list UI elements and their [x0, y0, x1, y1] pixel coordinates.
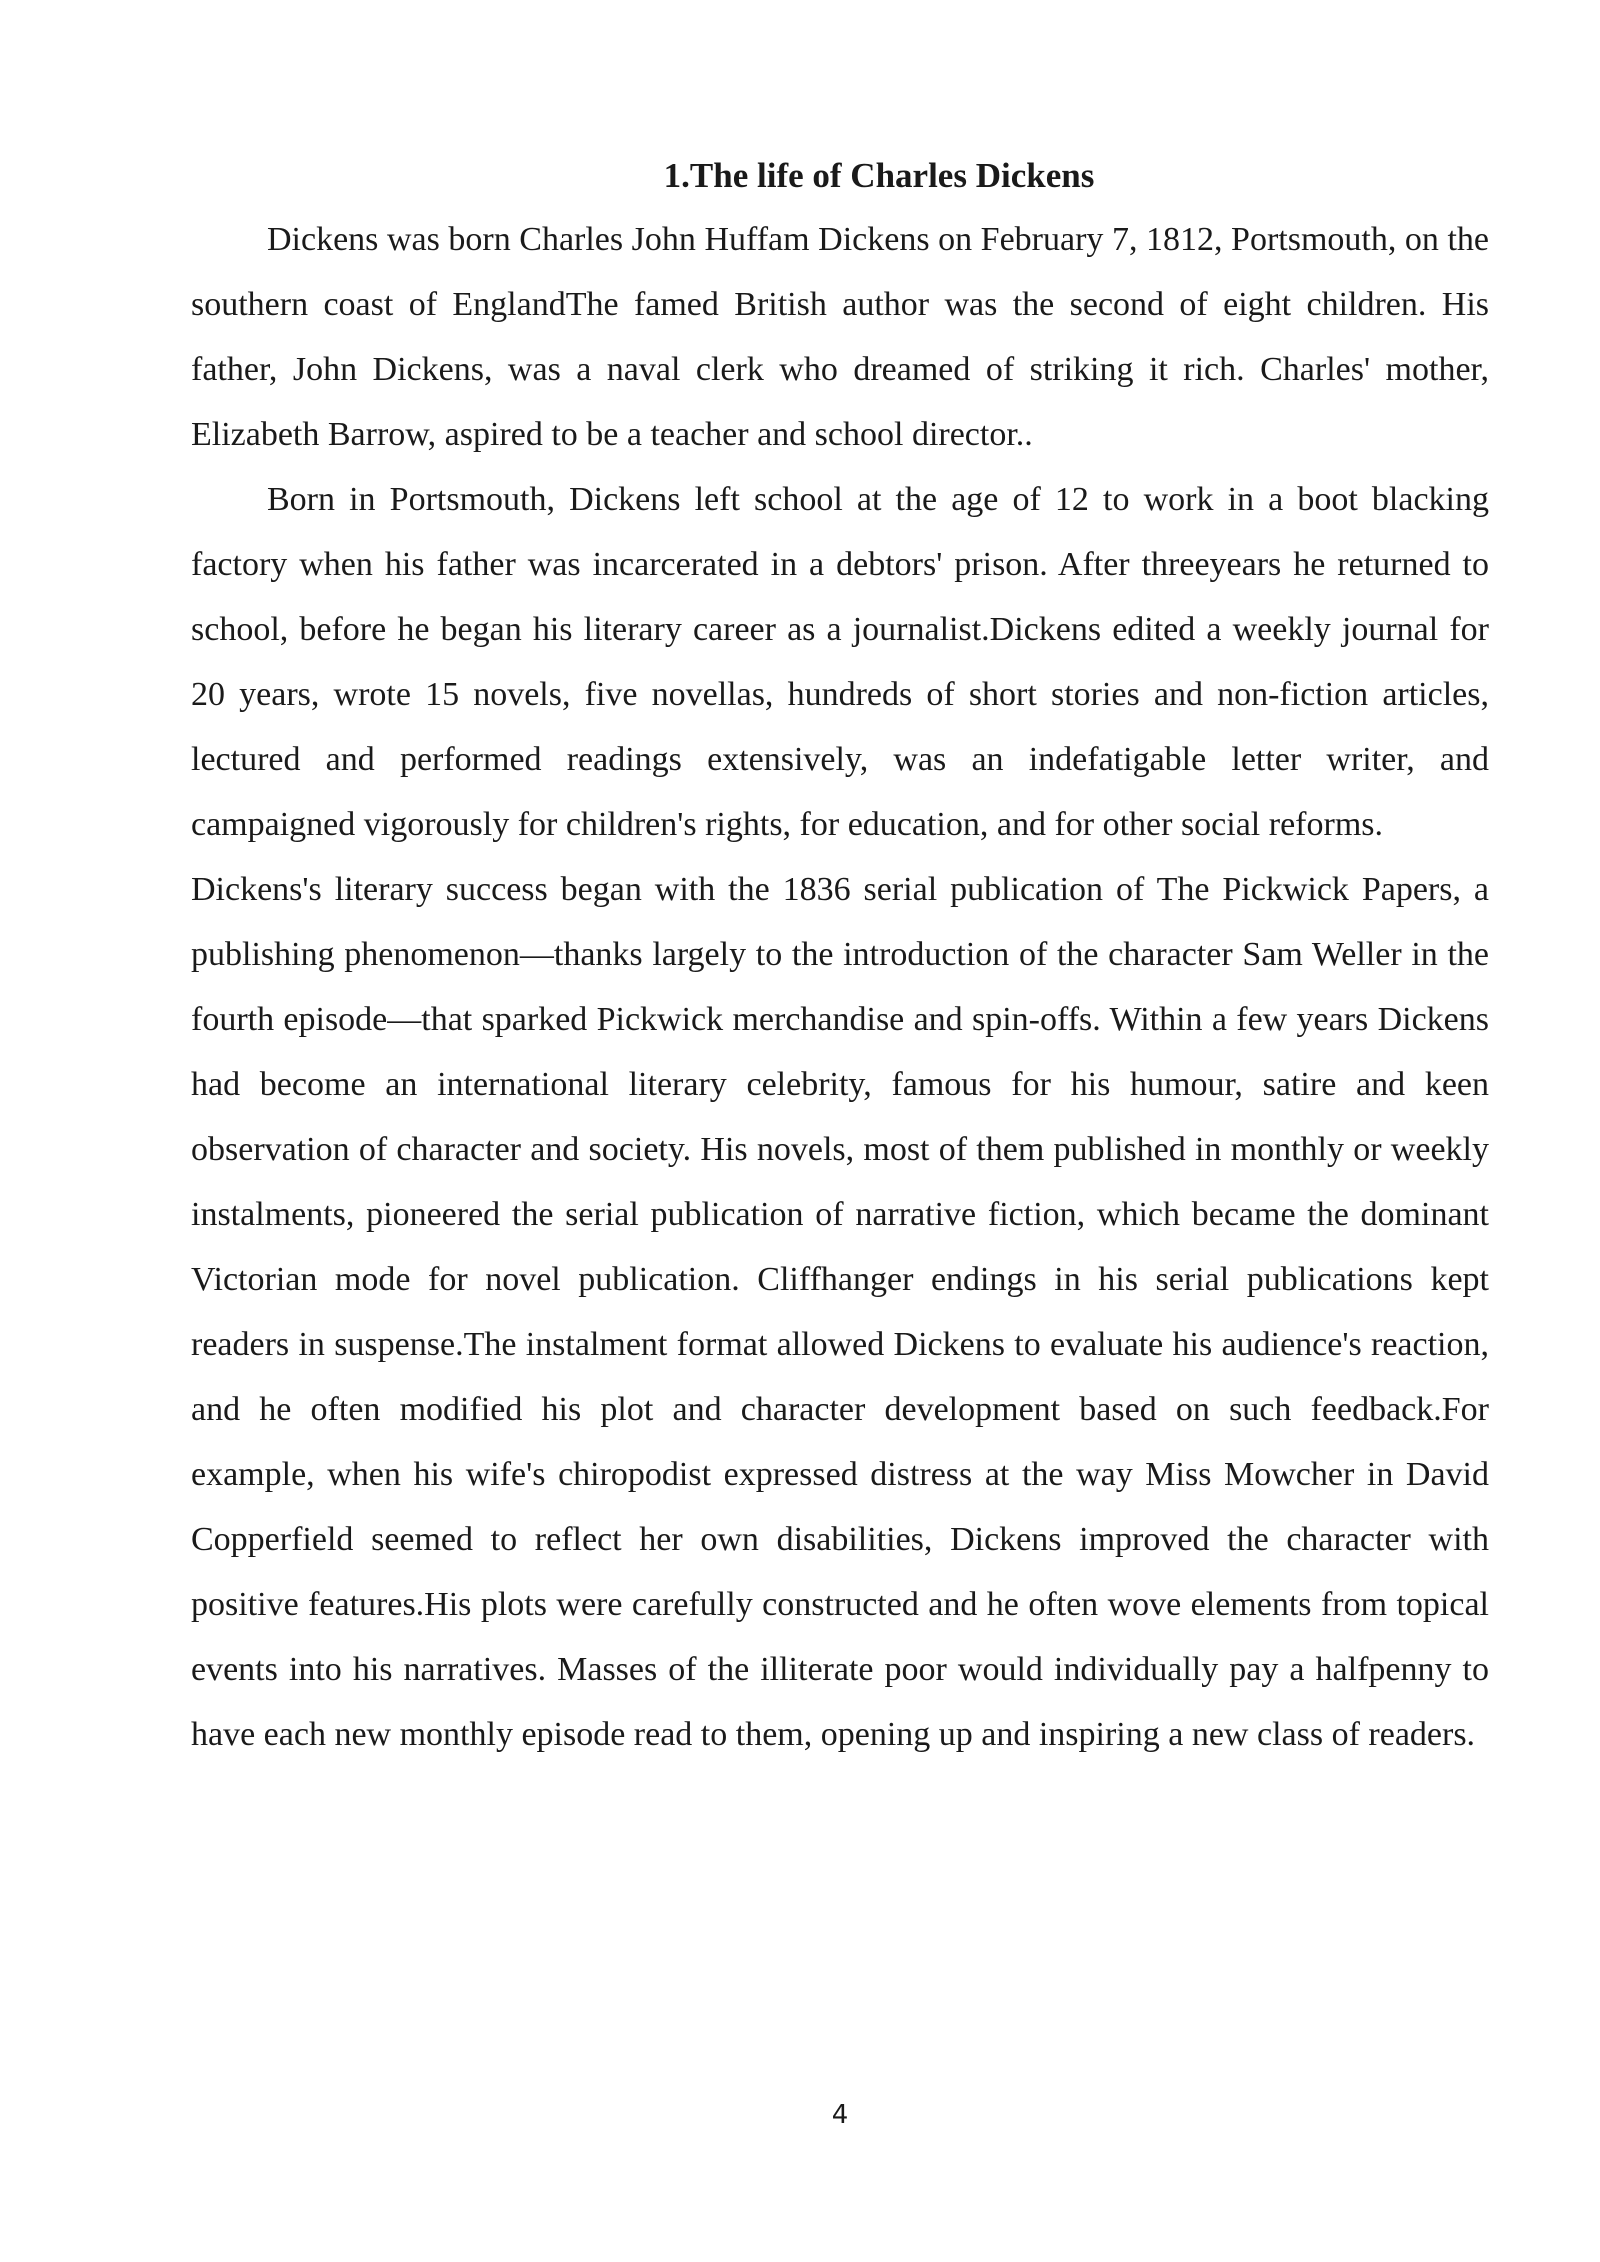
page-number: 4 — [831, 2100, 849, 2130]
section-heading: 1.The life of Charles Dickens — [663, 156, 1095, 195]
paragraph-early-career: Born in Portsmouth, Dickens left school at the age of 12 to work in a boot blacking factory when his father was incarcerated in a debtors' prison. After threeyears he returned to school, before he began his literary career as a journalist.Dickens edited a weekly journal for 20 years, wrote 15 novels, five novellas, hundreds of short stories and non-fiction articles, lectured and performed readings extensively, was an indefatigable letter writer, and campaigned vigorously for children's rights, for education, and for other social reforms. — [191, 481, 1489, 843]
page-content — [191, 145, 1489, 1767]
paragraph-literary-success: Dickens's literary success began with the 1836 serial publication of The Pickwick Papers, a publishing phenomenon—thanks largely to the introduction of the character Sam Weller in the fourth episode—that sparked Pickwick merchandise and spin-offs. Within a few years Dickens had become an international literary celebrity, famous for his humour, satire and keen observation of character and society. His novels, most of them published in monthly or weekly instalments, pioneered the serial publication of narrative fiction, which became the dominant Victorian mode for novel publication. Cliffhanger endings in his serial publications kept readers in suspense.The instalment format allowed Dickens to evaluate his audience's reaction, and he often modified his plot and character development based on such feedback.For example, when his wife's chiropodist expressed distress at the way Miss Mowcher in David Copperfield seemed to reflect her own disabilities, Dickens improved the character with positive features.His plots were carefully constructed and he often wove elements from topical events into his narratives. Masses of the illiterate poor would individually pay a halfpenny to have each new monthly episode read to them, opening up and inspiring a new class of readers. — [191, 871, 1489, 1753]
paragraph-birth: Dickens was born Charles John Huffam Dickens on February 7, 1812, Portsmouth, on the southern coast of EnglandThe famed British author was the second of eight children. His father, John Dickens, was a naval clerk who dreamed of striking it rich. Charles' mother, Elizabeth Barrow, aspired to be a teacher and school director.. — [191, 221, 1489, 453]
